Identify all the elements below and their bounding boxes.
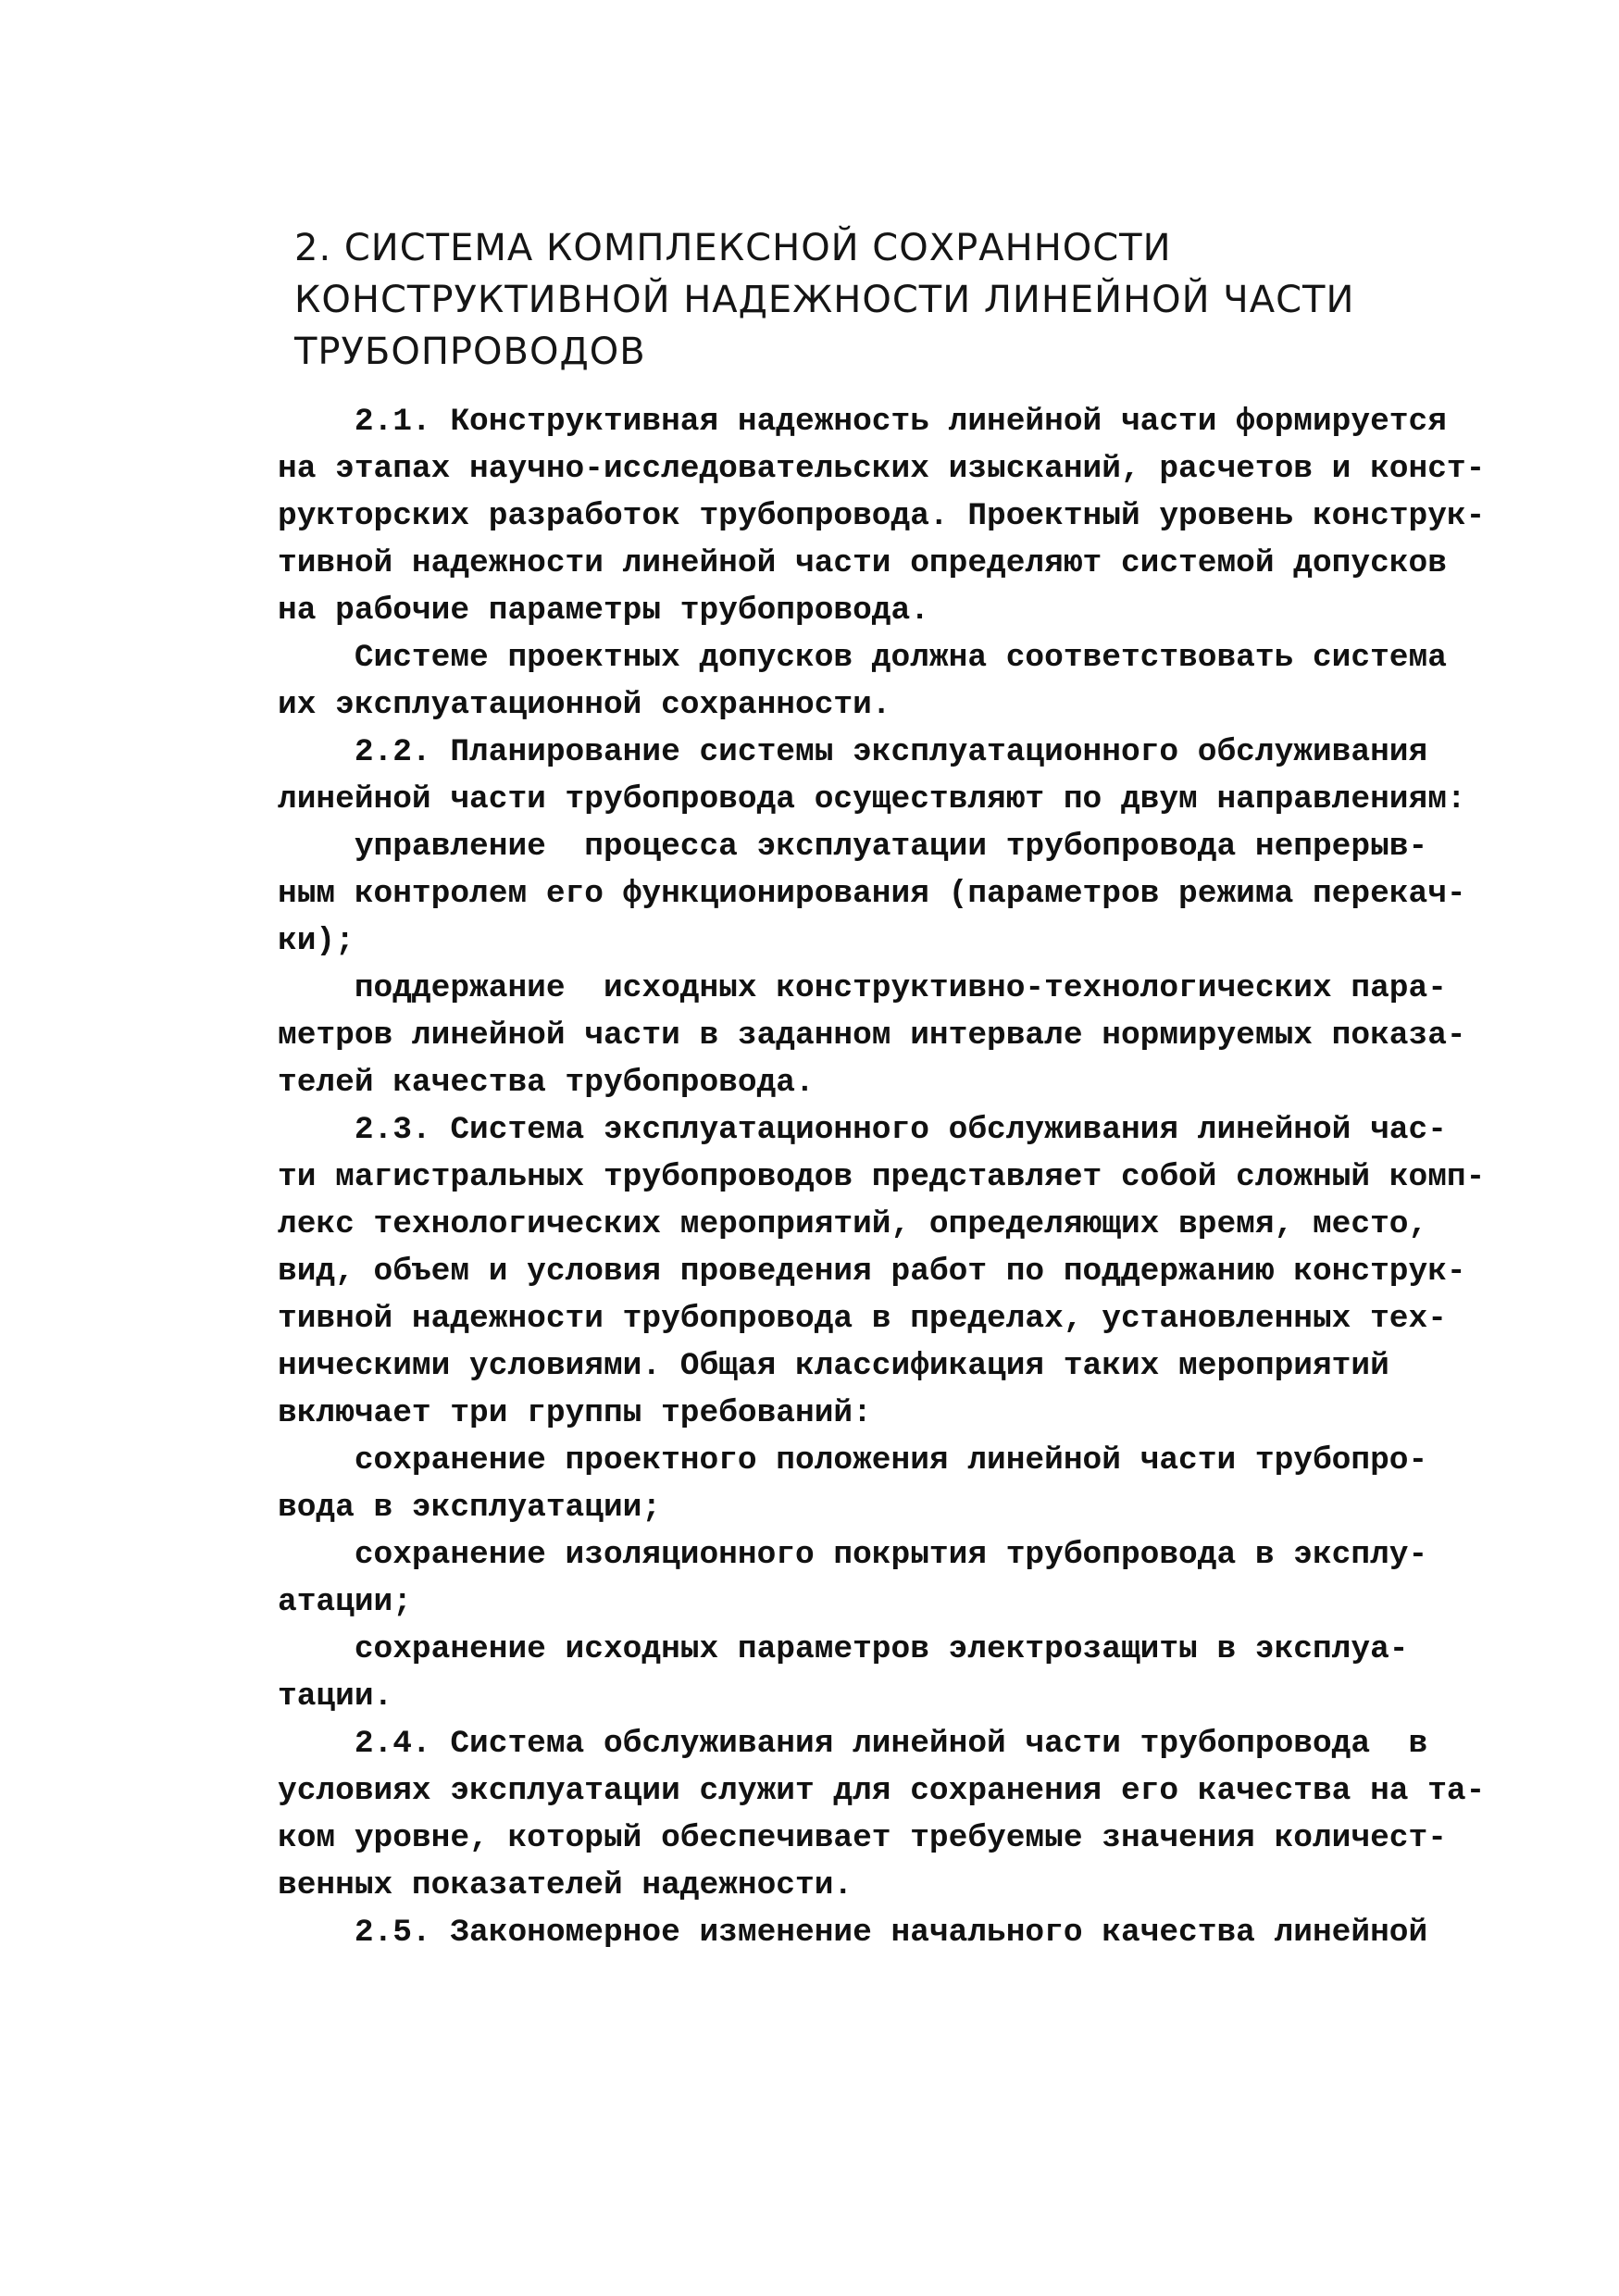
text-line: вид, объем и условия проведения работ по поддержанию конструк-	[278, 1254, 1466, 1290]
text-line: рукторских разработок трубопровода. Проектный уровень конструк-	[278, 498, 1486, 534]
text-line: ти магистральных трубопроводов представляет собой сложный комп-	[278, 1159, 1486, 1195]
text-line: вода в эксплуатации;	[278, 1490, 662, 1526]
text-line: на рабочие параметры трубопровода.	[278, 593, 929, 629]
text-line: сохранение проектного положения линейной части трубопро-	[278, 1442, 1428, 1479]
text-line: сохранение исходных параметров электрозащиты в эксплуа-	[278, 1631, 1409, 1667]
text-line: управление процесса эксплуатации трубопровода непрерыв-	[278, 829, 1428, 865]
text-line: ком уровне, который обеспечивает требуемые значения количест-	[278, 1820, 1447, 1856]
text-line: 2.4. Система обслуживания линейной части трубопровода в	[278, 1726, 1428, 1762]
text-line: поддержание исходных конструктивно-технологических пара-	[278, 970, 1447, 1006]
text-line: ническими условиями. Общая классификация таких мероприятий	[278, 1348, 1389, 1384]
text-line: включает три группы требований:	[278, 1395, 872, 1431]
body-text	[278, 398, 1485, 1956]
text-line: линейной части трубопровода осуществляют по двум направлениям:	[278, 781, 1466, 817]
text-line: ки);	[278, 923, 355, 959]
heading-line: ТРУБОПРОВОДОВ	[294, 331, 646, 373]
text-line: 2.2. Планирование системы эксплуатационного обслуживания	[278, 734, 1428, 770]
text-line: сохранение изоляционного покрытия трубопровода в эксплу-	[278, 1537, 1428, 1573]
text-line: тивной надежности трубопровода в пределах, установленных тех-	[278, 1301, 1447, 1337]
text-line: лекс технологических мероприятий, определяющих время, место,	[278, 1206, 1428, 1242]
section-heading	[294, 222, 1354, 378]
text-line: телей качества трубопровода.	[278, 1065, 815, 1101]
text-line: атации;	[278, 1584, 412, 1620]
text-line: 2.1. Конструктивная надежность линейной части формируется	[278, 404, 1447, 440]
text-line: 2.5. Закономерное изменение начального качества линейной	[278, 1915, 1428, 1951]
text-line: Системе проектных допусков должна соответствовать система	[278, 640, 1447, 676]
text-line: их эксплуатационной сохранности.	[278, 687, 891, 723]
text-line: на этапах научно-исследовательских изысканий, расчетов и конст-	[278, 451, 1486, 487]
text-line: метров линейной части в заданном интервале нормируемых показа-	[278, 1017, 1466, 1054]
heading-line: 2. СИСТЕМА КОМПЛЕКСНОЙ СОХРАННОСТИ	[294, 227, 1172, 269]
heading-line: КОНСТРУКТИВНОЙ НАДЕЖНОСТИ ЛИНЕЙНОЙ ЧАСТИ	[294, 279, 1355, 321]
text-line: ным контролем его функционирования (параметров режима перекач-	[278, 876, 1466, 912]
text-line: тации.	[278, 1678, 393, 1715]
text-line: условиях эксплуатации служит для сохранения его качества на та-	[278, 1773, 1486, 1809]
text-line: венных показателей надежности.	[278, 1867, 853, 1903]
text-line: тивной надежности линейной части определяют системой допусков	[278, 545, 1447, 581]
text-line: 2.3. Система эксплуатационного обслуживания линейной час-	[278, 1112, 1447, 1148]
